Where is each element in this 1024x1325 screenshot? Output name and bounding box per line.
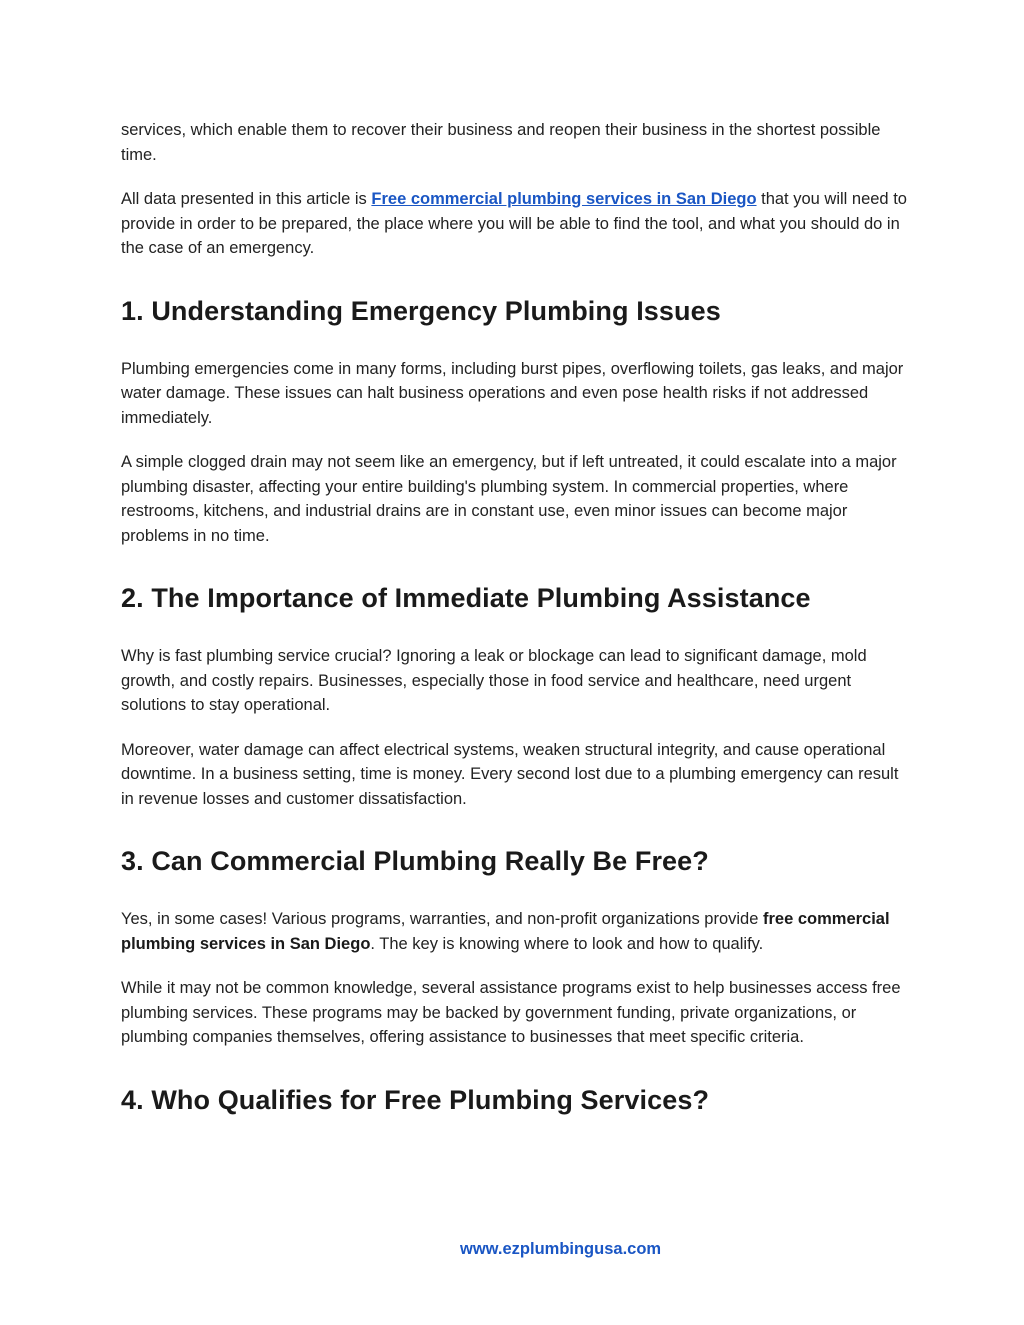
section-3-paragraph-1-text-before: Yes, in some cases! Various programs, warranties, and non-profit organizations provide bbox=[121, 910, 763, 928]
section-3-heading: 3. Can Commercial Plumbing Really Be Free? bbox=[121, 846, 709, 876]
section-1-paragraph-1: Plumbing emergencies come in many forms, including burst pipes, overflowing toilets, gas leaks, and major water damage. These issues can halt business operations and even pose health risks if not addressed immediately. bbox=[121, 359, 904, 427]
section-2-paragraph-2: Moreover, water damage can affect electrical systems, weaken structural integrity, and cause operational downtime. In a business setting, time is money. Every second lost due to a plumbing emergency can result in revenue losses and customer dissatisfaction. bbox=[121, 740, 899, 808]
section-2-paragraph-1: Why is fast plumbing service crucial? Ignoring a leak or blockage can lead to significant damage, mold growth, and costly repairs. Businesses, especially those in food service and healthcare, need urgent solutions to stay operational. bbox=[121, 647, 867, 714]
section-1-heading: 1. Understanding Emergency Plumbing Issues bbox=[121, 295, 721, 326]
intro-paragraph-2 bbox=[121, 187, 907, 261]
document-page bbox=[121, 118, 907, 1146]
section-1-paragraph-2: A simple clogged drain may not seem like an emergency, but if left untreated, it could escalate into a major plumbing disaster, affecting your entire building's plumbing system. In commercial properties, where restrooms, kitchens, and industrial drains are in constant use, even minor issues can become major problems in no time. bbox=[121, 453, 897, 545]
section-3-paragraph-1-text-after: . The key is knowing where to look and how to qualify. bbox=[370, 934, 764, 953]
intro-paragraph-1: services, which enable them to recover their business and reopen their business in the shortest possible time. bbox=[121, 121, 881, 164]
section-3-paragraph-1 bbox=[121, 907, 907, 956]
footer-website: www.ezplumbingusa.com bbox=[460, 1240, 662, 1258]
section-2-heading: 2. The Importance of Immediate Plumbing Assistance bbox=[121, 583, 811, 613]
section-3-paragraph-2: While it may not be common knowledge, several assistance programs exist to help businesses access free plumbing services. These programs may be backed by government funding, private organizations, or plumbing companies themselves, offering assistance to businesses that meet specific criteria. bbox=[121, 979, 901, 1046]
section-3-bold-keyword: free commercial plumbing services in San Diego bbox=[121, 910, 890, 953]
section-4-heading: 4. Who Qualifies for Free Plumbing Services? bbox=[121, 1084, 710, 1115]
intro-paragraph-2-text-before: All data presented in this article is bbox=[121, 190, 372, 208]
intro-paragraph-2-text-after: that you will need to provide in order to be prepared, the place where you will be able to find the tool, and what you should do in the case of an emergency. bbox=[121, 190, 907, 257]
free-commercial-plumbing-link[interactable]: Free commercial plumbing services in San Diego bbox=[371, 190, 757, 208]
